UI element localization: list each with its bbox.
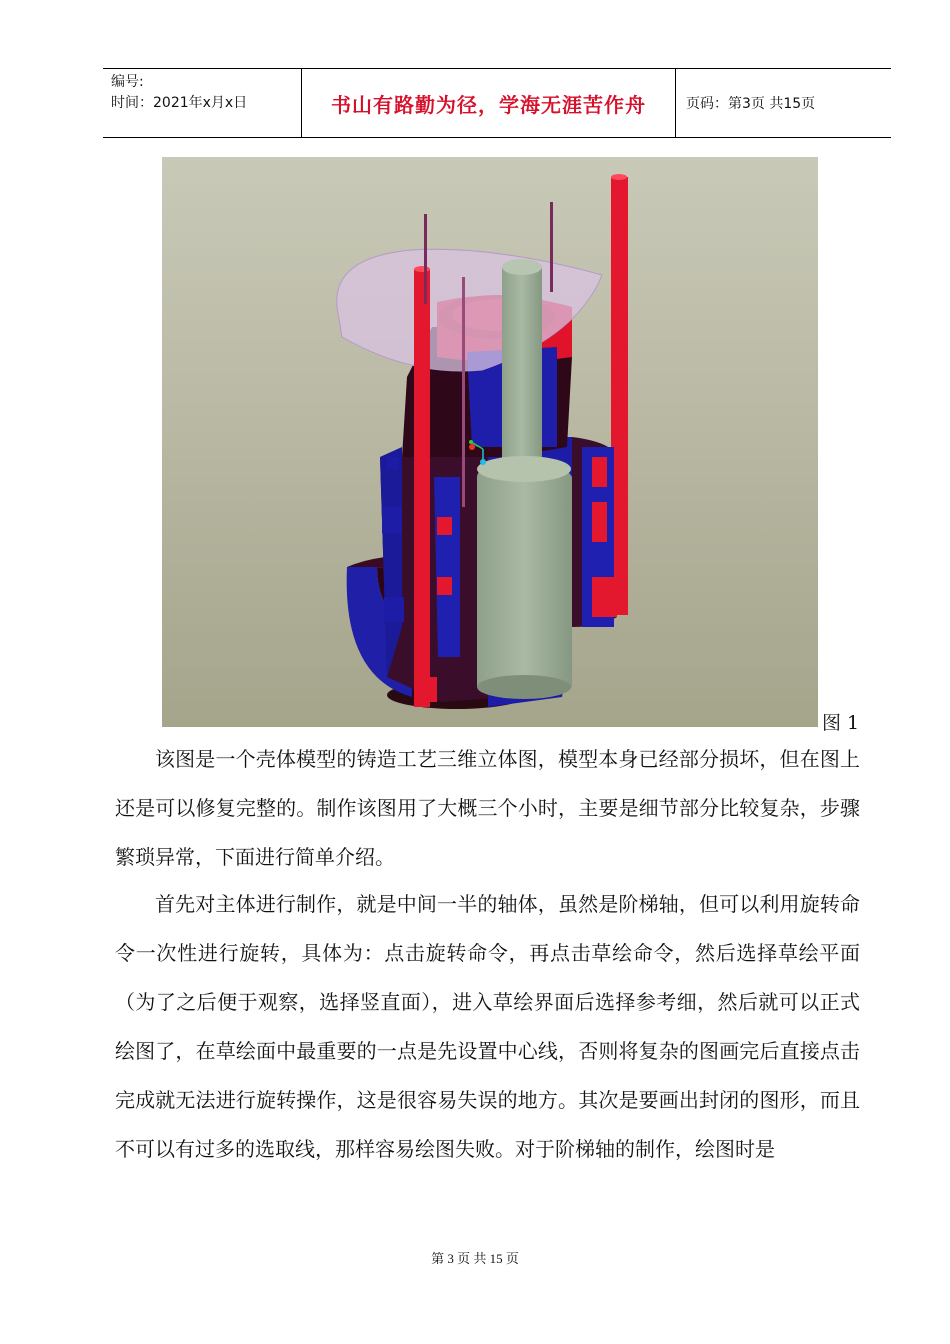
header-motto-cell [302,69,676,137]
date-line: 时间：2021年x月x日 [111,95,248,111]
serial-number-label: 编号: [111,74,144,90]
paragraph-1: 该图是一个壳体模型的铸造工艺三维立体图，模型本身已经部分损坏，但在图上还是可以修复完整的。制作该图用了大概三个小时，主要是细节部分比较复杂，步骤繁琐异常，下面进行简单介绍。 [115,747,860,869]
motto-text: 书山有路勤为径，学海无涯苦作舟 [331,92,646,117]
casting-3d-model-image [162,157,818,727]
header-meta-cell [103,69,302,137]
figure-caption: 图 1 [822,712,860,734]
page-header [103,68,891,138]
paragraph-2: 首先对主体进行制作，就是中间一半的轴体，虽然是阶梯轴，但可以利用旋转命令一次性进行旋转，具体为：点击旋转命令，再点击草绘命令，然后选择草绘平面（为了之后便于观察，选择竖直面），进入草绘界面后选择参考细，然后就可以正式绘图了，在草绘面中最重要的一点是先设置中心线，否则将复杂的图画完后直接点击完成就无法进行旋转操作，这是很容易失误的地方。其次是要画出封闭的图形，而且不可以有过多的选取线，那样容易绘图失败。对于阶梯轴的制作，绘图时是 [115,892,860,1161]
page-info: 页码：第3页 共15页 [686,96,816,112]
header-page-cell [676,69,891,137]
page-footer: 第 3 页 共 15 页 [431,1251,519,1266]
